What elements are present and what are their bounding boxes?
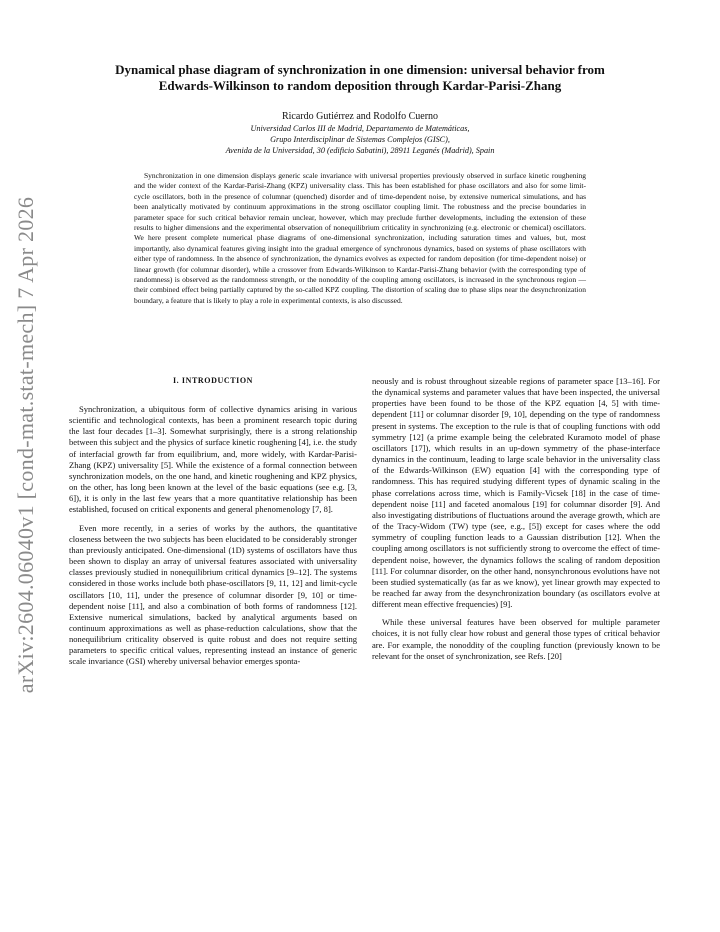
author-list: Ricardo Gutiérrez and Rodolfo Cuerno <box>281 111 439 122</box>
left-column <box>69 404 357 668</box>
paper-title-line-2: Edwards-Wilkinson to random deposition through Kardar-Parisi-Zhang <box>158 77 562 93</box>
intro-paragraph-1: Synchronization, a ubiquitous form of collective dynamics arising in various scientific and technological contexts, has been a prominent research topic during the last four decades [1–3]. Somewhat surprisingly, there is a strong relationship between this subject and the physics of surface kinetic roughening [4], i.e. the study of interfacial growth far from equilibrium, and, more widely, with Kardar-Parisi-Zhang (KPZ) universality [5]. While the existence of a formal connection between synchronization models, on the one hand, and kinetic roughening and KPZ physics, on the other, has long been known at the level of the basic equations (see e.g. [3, 6]), it is only in the last few years that a more quantitative relationship has been established, focused on critical exponents and general phenomenology [7, 8]. <box>69 404 357 515</box>
intro-paragraph-4: While these universal features have been observed for multiple parameter choices, it is not fully clear how robust and general those types of critical behavior are. For example, the nonoddity of the coupling function (previously known to be relevant for the onset of synchronization, see Refs. [20] <box>372 617 660 661</box>
intro-paragraph-3: neously and is robust throughout sizeable regions of parameter space [13–16]. For the dynamical systems and parameter values that have been inspected, the universal properties have been found to be those of the KPZ equation [4, 5] with time-dependent [11] or columnar disorder [9, 10], depending on the type of randomness present in systems. The exception to the rule is that of coupling functions with odd symmetry [12] (a prime example being the celebrated Kuramoto model of phase oscillators [17]), which results in an up-down symmetry of the phase-interface dynamics in the continuum, leading to large scale behavior in the universality class of the Edwards-Wilkinson (EW) equation [4] with the corresponding type of randomness. This has required studying different types of dynamic scaling in the phase correlations across time, which is Family-Vicsek [18] in the case of time-dependent noise [11] and faceted anomalous [19] for columnar disorder [9]. And also investigating distributions of fluctuations around the average growth, which are of the Tracy-Widom (TW) type (see, e.g., [5]) except for cases where the odd symmetry of coupling function leads to a Gaussian distribution [12]. When the coupling among oscillators is not sufficiently strong to overcome the effect of time-dependent noise, however, the dynamics follows the scaling of random deposition [11]. For columnar disorder, on the other hand, nonsynchronous evolutions have not been studied systematically (as far as we know), yet linear growth may expected to be reached far away from the desynchronization boundary (as oscillators evolve at different mean effective frequencies) [9]. <box>372 376 660 610</box>
arxiv-identifier-text: arXiv:2604.06040v1 [cond-mat.stat-mech] 7 Apr 2026 <box>13 196 38 694</box>
intro-paragraph-2: Even more recently, in a series of works by the authors, the quantitative closeness between the two subjects has been elucidated to be considerably stronger than previously anticipated. One-dimensional (1D) systems of oscillators have thus been shown to display an array of universal features associated with universality classes previously studied in nonequilibrium critical dynamics [9–12]. The systems considered in those works include both phase-oscillators [9, 11, 12] and limit-cycle oscillators [10, 11], under the presence of columnar disorder [9, 10] or time-dependent noise [11], and also a combination of both forms of randomness [12]. Extensive numerical simulations, backed by analytical arguments based on continuum approximations as well as phase-reduction calculations, show that the nonequilibrium criticality observed is quite robust and does not require setting parameters to specific critical values, representing instead an instance of generic scale invariance (GSI) whereby universal behavior emerges sponta- <box>69 522 357 667</box>
section-heading-introduction: I. INTRODUCTION <box>172 376 254 385</box>
abstract: Synchronization in one dimension displays generic scale invariance with universal properties previously observed in surface kinetic roughening and the wider context of the Kardar-Parisi-Zhang (KPZ) universality class. This has been established for phase oscillators and also for some limit-cycle oscillators, both in the presence of columnar (quenched) disorder and of time-dependent noise, by extensive numerical simulations, and has been analytically motivated by continuum approximations in the strong oscillator coupling limit. The robustness and the precise boundaries in parameter space for such critical behavior remain unclear, however, which may preclude further developments, including the extension of these results to higher dimensions and the experimental observation of nonequilibrium criticality in synchronizing (e.g. electronic or chemical) oscillators. We here present complete numerical phase diagrams of one-dimensional synchronization, including saturation times and values, but, most importantly, also dynamical features giving insight into the gradual emergence of synchronous dynamics, based on systems of phase oscillators with either type of randomness. In the absence of synchronization, the dynamics evolves as expected for random deposition (for time-dependent noise) or linear growth (for columnar disorder), while a crossover from Edwards-Wilkinson to Kardar-Parisi-Zhang behavior (with the corresponding type of randomness) is observed as the randomness strength, or the nonoddity of the coupling among oscillators, is increased in the synchronous region —their combined effect being partially captured by the so-called KPZ coupling. The distortion of scaling due to phase slips near the desynchronization boundary, a feature that is likely to play a role in experimental contexts, is also discussed. <box>134 171 586 305</box>
affiliation-line-1: Universidad Carlos III de Madrid, Departamento de Matemáticas, <box>250 124 470 133</box>
paper-title-line-1: Dynamical phase diagram of synchronization in one dimension: universal behavior from <box>115 62 605 77</box>
right-column <box>372 376 660 662</box>
affiliation-line-2: Grupo Interdisciplinar de Sistemas Complejos (GISC), <box>270 135 450 144</box>
paper-title <box>90 62 630 93</box>
affiliation-line-3: Avenida de la Universidad, 30 (edificio Sabatini), 28911 Leganés (Madrid), Spain <box>225 146 495 155</box>
arxiv-identifier <box>6 196 46 694</box>
